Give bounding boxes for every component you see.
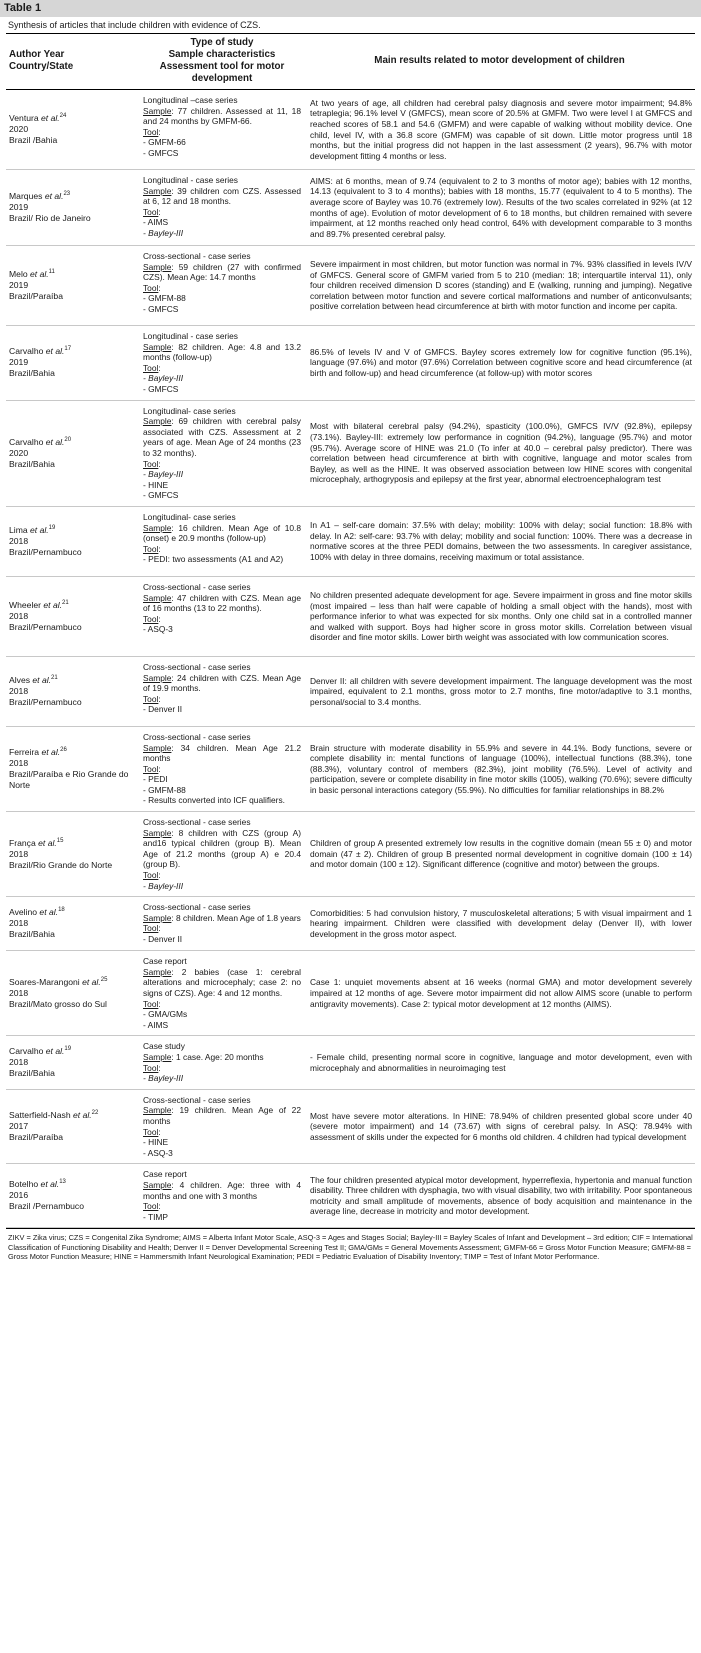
author-cell: [6, 1164, 140, 1228]
tool-label: Tool: [143, 543, 159, 554]
country-state: Brazil/Bahia: [9, 929, 55, 940]
author-cell: [6, 506, 140, 576]
results-cell: Most have severe motor alterations. In HINE: 78.94% of children presented global score under 40 (severe motor impairment) and 14 (73.67) with signs of cerebral palsy. In ASQ: 78.94% with assessment of skills under the expected for 6 months old children. 4 children had typical development: [304, 1089, 695, 1164]
author-name: Carvalho et al.: [9, 1046, 65, 1057]
author-cell: [6, 90, 140, 170]
sample-label: Sample: [143, 592, 172, 603]
table-row: [6, 506, 695, 576]
tool-label: Tool: [143, 1201, 159, 1212]
study-cell: Longitudinal –case series Sample: 77 children. Assessed at 11, 18 and 24 months by GMFM-66. Tool: - GMFM-66 - GMFCS: [140, 90, 304, 170]
sample-description: : 34 children. Mean Age 21.2 months: [143, 742, 301, 764]
sample-label: Sample: [143, 261, 172, 272]
sample-label: Sample: [143, 1051, 172, 1062]
assessment-tool: - Results converted into ICF qualifiers.: [143, 795, 285, 806]
reference-number: 21: [51, 675, 58, 682]
country-state: Brazil/Paraíba e Rio Grande do Norte: [9, 768, 129, 790]
sample-label: Sample: [143, 185, 172, 196]
study-cell: Cross-sectional - case series Sample: 47 children with CZS. Mean age of 16 months (13 to 22 months). Tool: - ASQ-3: [140, 576, 304, 656]
sample-description: : 16 children. Mean Age of 10.8 (onset) e 20.9 months (follow-up): [143, 522, 301, 544]
tool-label: Tool: [143, 458, 159, 469]
tool-label: Tool: [143, 1062, 159, 1073]
author-name: Soares-Marangoni et al.: [9, 976, 101, 987]
tool-label: Tool: [143, 1126, 159, 1137]
country-state: Brazil/Pernambuco: [9, 696, 82, 707]
study-design: Longitudinal - case series: [143, 175, 238, 185]
results-cell: Children of group A presented extremely low results in the cognitive domain (mean 55 ± 0) and motor domain (47 ± 2). Children of group B presented normal development in cognitive domain (100 ± 14) and motor domain (100 ± 12). Significant difference (cognitive and motor) between the groups.: [304, 812, 695, 897]
table-row: [6, 576, 695, 656]
assessment-tool: - GMA/GMs: [143, 1009, 188, 1020]
assessment-tool: - GMFCS: [143, 147, 179, 158]
header-study-line1: Type of study: [190, 37, 254, 48]
assessment-tool: - ASQ-3: [143, 624, 173, 635]
header-results: Main results related to motor development of children: [304, 34, 695, 90]
assessment-tool: - GMFM-88: [143, 293, 186, 304]
synthesis-table: [6, 34, 695, 1228]
tool-label: Tool: [143, 126, 159, 137]
sample-description: : 4 children. Age: three with 4 months and one with 3 months: [143, 1179, 301, 1201]
publication-year: 2020: [9, 447, 29, 458]
author-name: França et al.: [9, 837, 57, 848]
assessment-tool: - Bayley-III: [143, 1073, 184, 1084]
table-row: [6, 90, 695, 170]
assessment-tool: - Bayley-III: [143, 469, 184, 480]
results-cell: Comorbidities: 5 had convulsion history, 7 musculoskeletal alterations; 5 with visual impairment and 1 hearing impairment. Children were classified with development delay (Denver II), with lower development in the gross motor aspect.: [304, 897, 695, 951]
publication-year: 2018: [9, 918, 29, 929]
header-study-line2: Sample characteristics: [168, 49, 276, 60]
results-cell: Case 1: unquiet movements absent at 16 weeks (normal GMA) and motor development severely impaired at 12 months of age. Severe motor impairment did not allow AIMS score (unable to perform antigravity movements). Case 2: typical motor development at 12 months (AIMS).: [304, 951, 695, 1036]
assessment-tool: - PEDI: [143, 774, 168, 785]
country-state: Brazil /Pernambuco: [9, 1201, 84, 1212]
reference-number: 26: [60, 747, 67, 754]
results-cell: AIMS: at 6 months, mean of 9.74 (equivalent to 2 to 3 months of motor age); babies with 12 months, 14.13 (equivalent to 3 to 4 months); babies with 18 months, 15.77 (equivalent to 4 to 5 months). The average score of Bayley was 10.76 (extremely low). Results of the two scales correlated in 92% (at 12 months of age). Evolution of motor development of 6 to 18 months, but children remained with severe impairment, at 12 months reached only head control, 64% with development comparable to 3 months and 89.7% presented cerebral palsy.: [304, 170, 695, 246]
sample-description: : 82 children. Age: 4.8 and 13.2 months (follow-up): [143, 341, 301, 363]
reference-number: 17: [64, 346, 72, 353]
tool-label: Tool: [143, 870, 159, 881]
assessment-tool: - Denver II: [143, 934, 183, 944]
sample-description: : 2 babies (case 1: cerebral alterations and microcephaly; case 2: no signs of CZS). Age: 4 and 12 months.: [143, 966, 301, 998]
reference-number: 20: [64, 436, 72, 443]
table-row: [6, 246, 695, 326]
reference-number: 11: [48, 269, 55, 276]
country-state: Brazil /Bahia: [9, 135, 58, 145]
country-state: Brazil/Bahia: [9, 458, 55, 469]
assessment-tool: - GMFM-88: [143, 784, 186, 795]
tool-label: Tool: [143, 282, 159, 293]
publication-year: 2019: [9, 202, 29, 212]
author-cell: [6, 246, 140, 326]
country-state: Brazil/Mato grosso do Sul: [9, 998, 107, 1009]
study-cell: Longitudinal- case series Sample: 69 children with cerebral palsy associated with CZS. Assessment at 2 years of age. Mean Age of 24 months (23 to 32 months). Tool: - Bayley-III - HINE - GMFCS: [140, 400, 304, 506]
country-state: Brazil/Bahia: [9, 1068, 55, 1079]
author-cell: [6, 1036, 140, 1089]
assessment-tool: - TIMP: [143, 1211, 168, 1222]
table-row: [6, 170, 695, 246]
assessment-tool: - AIMS: [143, 217, 169, 228]
sample-label: Sample: [143, 341, 172, 352]
author-name: Wheeler et al.: [9, 599, 63, 610]
results-cell: In A1 – self-care domain: 37.5% with delay; mobility: 100% with delay; social function: 18.8% with delay. In A2: self-care: 93.7% with delay; mobility and social function: 100%. There was a decrease in normative scores at the three PEDI domains, between the two assessments. In caregiver assistance, 100% with delay in three domains, receiving maximum or total assistance.: [304, 506, 695, 576]
tool-label: Tool: [143, 206, 159, 217]
country-state: Brazil/Pernambuco: [9, 546, 82, 557]
sample-description: : 24 children with CZS. Mean Age of 19.9 months.: [143, 672, 301, 694]
publication-year: 2020: [9, 124, 29, 134]
study-design: Cross-sectional - case series: [143, 817, 251, 828]
sample-label: Sample: [143, 672, 172, 683]
author-cell: [6, 326, 140, 401]
assessment-tool: - Denver II: [143, 704, 183, 715]
author-name: Lima et al.: [9, 524, 49, 535]
author-name: Carvalho et al.: [9, 436, 65, 447]
reference-number: 18: [58, 907, 65, 914]
author-name: Marques et al.: [9, 191, 64, 201]
study-design: Case report: [143, 956, 187, 967]
study-design: Cross-sectional - case series: [143, 731, 251, 742]
reference-number: 21: [62, 600, 69, 607]
assessment-tool: - ASQ-3: [143, 1147, 173, 1158]
results-cell: Severe impairment in most children, but motor function was normal in 7%. 93% classified in levels IV/V of GMFCS. General score of GMFM varied from 5 to 210 (median: 18; interquartile interval 11), only four children received dimension D scores (standing) and E (walking, running and jumping). Negative correlation between motor function and severe cortical malformations and number of anticonvulsants; positive correlation between head circumference at birth with motor function and income per capita.: [304, 246, 695, 326]
author-name: Ferreira et al.: [9, 746, 61, 757]
header-study-line3: Assessment tool for motor development: [159, 61, 285, 84]
author-cell: [6, 400, 140, 506]
study-design: Case study: [143, 1041, 185, 1052]
author-cell: [6, 812, 140, 897]
sample-label: Sample: [143, 416, 172, 427]
table-row: [6, 400, 695, 506]
sample-description: : 1 case. Age: 20 months: [171, 1051, 264, 1062]
author-name: Carvalho et al.: [9, 346, 65, 357]
author-name: Satterfield-Nash et al.: [9, 1110, 92, 1121]
study-design: Longitudinal - case series: [143, 331, 238, 341]
assessment-tool: - Bayley-III: [143, 373, 184, 384]
sample-label: Sample: [143, 105, 172, 116]
assessment-tool: - PEDI: two assessments (A1 and A2): [143, 554, 284, 565]
assessment-tool: - HINE: [143, 479, 169, 490]
country-state: Brazil/Paraíba: [9, 291, 63, 301]
tool-label: Tool: [143, 998, 159, 1009]
publication-year: 2019: [9, 357, 29, 368]
author-name: Avelino et al.: [9, 907, 59, 918]
results-cell: Denver II: all children with severe development impairment. The language development was the most impaired, equivalent to 2.1 months, gross motor to 2.7 months, fine motor/adaptive to 3.1 months, personal/social to 3.4 months.: [304, 656, 695, 726]
assessment-tool: - AIMS: [143, 1019, 169, 1030]
publication-year: 2018: [9, 848, 29, 859]
assessment-tool: - GMFCS: [143, 303, 179, 314]
reference-number: 19: [48, 525, 56, 532]
results-cell: Brain structure with moderate disability in 55.9% and severe in 44.1%. Body functions, severe or complete disability in: mental functions of language (100%), intellectual functions (88.3%), tone (88.3%), voluntary control of members (82.3%), joint mobility (76.5%). Level of activity and participation, severe or complete disability in fine motor skills (1005), walking (70.6%); severe difficulty in basic personal interactions category (55.9%). No difficulties for familiar relationships in 88.2%: [304, 726, 695, 811]
study-design: Cross-sectional - case series: [143, 251, 251, 261]
sample-description: : 59 children (27 with confirmed CZS). Mean Age: 14.7 months: [143, 261, 301, 283]
study-cell: Cross-sectional - case series Sample: 19 children. Mean Age of 22 months Tool: - HINE - ASQ-3: [140, 1089, 304, 1164]
study-design: Cross-sectional - case series: [143, 1094, 251, 1105]
sample-label: Sample: [143, 522, 172, 533]
assessment-tool: - GMFCS: [143, 490, 179, 501]
publication-year: 2016: [9, 1190, 29, 1201]
table-label: Table 1: [0, 0, 701, 17]
sample-description: : 8 children. Mean Age of 1.8 years: [171, 912, 301, 923]
study-cell: Longitudinal - case series Sample: 39 children com CZS. Assessed at 6, 12 and 18 months. Tool: - AIMS - Bayley-III: [140, 170, 304, 246]
study-cell: Case study Sample: 1 case. Age: 20 months Tool: - Bayley-III: [140, 1036, 304, 1089]
study-cell: Cross-sectional - case series Sample: 34 children. Mean Age 21.2 months Tool: - PEDI - GMFM-88 - Results converted into ICF qualifiers.: [140, 726, 304, 811]
publication-year: 2018: [9, 535, 29, 546]
sample-label: Sample: [143, 912, 172, 923]
study-cell: Cross-sectional - case series Sample: 8 children with CZS (group A) and16 typical children (group B). Mean Age of 21.2 months (group A) e 20.4 (group B). Tool: - Bayley-III: [140, 812, 304, 897]
reference-number: 15: [56, 837, 64, 844]
header-author-line1: Author Year: [9, 49, 65, 60]
assessment-tool: - Bayley-III: [143, 880, 184, 891]
tool-label: Tool: [143, 613, 159, 624]
country-state: Brazil/Bahia: [9, 368, 55, 379]
publication-year: 2019: [9, 280, 29, 290]
study-design: Cross-sectional - case series: [143, 902, 251, 913]
table-body: [6, 90, 695, 1228]
results-cell: The four children presented atypical motor development, hyperreflexia, hypertonia and manual function disability. Three children with dysphagia, two with visual disability, two with irritability. Poor spontaneous motricity and small amplitude of movements, absence of body acquisition and maintenance in the average line, decrease in motricity and motor development.: [304, 1164, 695, 1228]
assessment-tool: - GMFM-66: [143, 137, 186, 148]
author-name: Melo et al.: [9, 269, 49, 279]
table-row: [6, 326, 695, 401]
study-cell: Longitudinal- case series Sample: 16 children. Mean Age of 10.8 (onset) e 20.9 months (follow-up) Tool: - PEDI: two assessments (A1 and A2): [140, 506, 304, 576]
header-study: [140, 34, 304, 90]
country-state: Brazil/Rio Grande do Norte: [9, 859, 113, 870]
header-author-line2: Country/State: [9, 61, 74, 72]
study-cell: Case report Sample: 4 children. Age: three with 4 months and one with 3 months Tool: - TIMP: [140, 1164, 304, 1228]
country-state: Brazil/ Rio de Janeiro: [9, 213, 91, 223]
publication-year: 2018: [9, 685, 29, 696]
table-row: [6, 726, 695, 811]
country-state: Brazil/Pernambuco: [9, 621, 82, 632]
sample-label: Sample: [143, 1179, 172, 1190]
table-row: [6, 951, 695, 1036]
study-design: Longitudinal –case series: [143, 95, 238, 105]
sample-description: : 8 children with CZS (group A) and16 typical children (group B). Mean Age of 21.2 months (group A) e 20.4 (group B).: [143, 827, 301, 870]
reference-number: 13: [59, 1179, 66, 1186]
header-author: [6, 34, 140, 90]
publication-year: 2017: [9, 1121, 29, 1132]
study-design: Cross-sectional - case series: [143, 661, 251, 672]
sample-description: : 47 children with CZS. Mean age of 16 months (13 to 22 months).: [143, 592, 301, 614]
results-cell: 86.5% of levels IV and V of GMFCS. Bayley scores extremely low for cognitive function (95.1%), language (97.6%) and motor (97.6%) Correlation between cognitive score and head circumference (at birth and follow-up) and head circumference (at follow-up) with motor scores: [304, 326, 695, 401]
study-design: Longitudinal- case series: [143, 511, 236, 522]
publication-year: 2018: [9, 757, 29, 768]
table-header: [6, 34, 695, 90]
sample-description: : 39 children com CZS. Assessed at 6, 12 and 18 months.: [143, 185, 301, 207]
publication-year: 2018: [9, 1057, 29, 1068]
sample-label: Sample: [143, 966, 172, 977]
assessment-tool: - Bayley-III: [143, 227, 184, 238]
author-cell: [6, 897, 140, 951]
reference-number: 19: [64, 1046, 72, 1053]
study-design: Longitudinal- case series: [143, 405, 236, 416]
table-caption: Synthesis of articles that include children with evidence of CZS.: [6, 17, 695, 34]
assessment-tool: - GMFCS: [143, 383, 179, 394]
reference-number: 24: [59, 113, 67, 120]
sample-label: Sample: [143, 742, 172, 753]
author-cell: [6, 1089, 140, 1164]
author-cell: [6, 170, 140, 246]
assessment-tool: - HINE: [143, 1137, 169, 1148]
country-state: Brazil/Paraíba: [9, 1132, 63, 1143]
tool-label: Tool: [143, 693, 159, 704]
study-cell: Cross-sectional - case series Sample: 59 children (27 with confirmed CZS). Mean Age: 14.7 months Tool: - GMFM-88 - GMFCS: [140, 246, 304, 326]
study-cell: Cross-sectional - case series Sample: 8 children. Mean Age of 1.8 years Tool: - Denver II: [140, 897, 304, 951]
study-design: Cross-sectional - case series: [143, 581, 251, 592]
sample-description: : 19 children. Mean Age of 22 months: [143, 1105, 301, 1126]
table-footnote: ZIKV = Zika virus; CZS = Congenital Zika Syndrome; AIMS = Alberta Infant Motor Scale, ASQ-3 = Ages and Stages Social; Bayley-III = Bayley Scales of Infant and Development – 3rd edition; CIF = International Classification of Functioning Disability and Health; Denver II = Denver Developmental Screening Test II; GMA/GMs = General Movements Assessment; GMFM-66 = Gross Motor Function Measure; GMFM-88 = Gross Motor Function Measure; HINE = Hammersmith Infant Neurological Examination; PEDI = Pediatric Evaluation of Disability Inventory; TIMP = Test of Infant Motor Performance.: [6, 1228, 695, 1261]
publication-year: 2018: [9, 610, 29, 621]
author-cell: [6, 656, 140, 726]
results-cell: Most with bilateral cerebral palsy (94.2%), spasticity (100.0%), GMFCS IV/V (92.8%), epilepsy (73.1%). Bayley-III: extremely low performance in cognition (94.2%), language (95.7%) and motor (95.7%). Average score of HINE was 21.0 (To infer at 40.0 – cerebral palsy predictor). There was correlation between head circumference at birth with cognitive, language and motor scales from Bayley, as well as the HINE. It was observed association between low HINE scores with congenital microcephaly, arthogryposis and epilepsy at the first year, abnormal electroencephalogram test: [304, 400, 695, 506]
sample-label: Sample: [143, 827, 172, 838]
author-cell: [6, 576, 140, 656]
table-row: [6, 897, 695, 951]
tool-label: Tool: [143, 763, 159, 774]
table-row: [6, 1089, 695, 1164]
sample-description: : 77 children. Assessed at 11, 18 and 24 months by GMFM-66.: [143, 105, 301, 127]
table-row: [6, 812, 695, 897]
author-cell: [6, 726, 140, 811]
reference-number: 22: [91, 1110, 99, 1117]
results-cell: No children presented adequate development for age. Severe impairment in gross and fine motor skills (most impaired – less than half were capable of holding a small object with the hands), most with performance inferior to what was expected for six months. Only one child sat in a controlled manner and walked with support. Boys had higher score in gross motor skills. Correlation between visual disorder and fine motor skills. Lower birth weight was associated with low communication scores.: [304, 576, 695, 656]
table-row: [6, 1036, 695, 1089]
tool-label: Tool: [143, 362, 159, 373]
author-name: Botelho et al.: [9, 1179, 60, 1190]
reference-number: 23: [63, 191, 71, 198]
study-cell: Cross-sectional - case series Sample: 24 children with CZS. Mean Age of 19.9 months. Tool: - Denver II: [140, 656, 304, 726]
results-cell: - Female child, presenting normal score in cognitive, language and motor development, even with microcephaly and abnormalities in neuroimaging test: [304, 1036, 695, 1089]
publication-year: 2018: [9, 987, 29, 998]
tool-label: Tool: [143, 923, 159, 934]
study-cell: Case report Sample: 2 babies (case 1: cerebral alterations and microcephaly; case 2: no signs of CZS). Age: 4 and 12 months. Tool: - GMA/GMs - AIMS: [140, 951, 304, 1036]
author-cell: [6, 951, 140, 1036]
reference-number: 25: [100, 976, 108, 983]
table-row: [6, 656, 695, 726]
author-name: Ventura et al.: [9, 113, 60, 123]
sample-description: : 69 children with cerebral palsy associated with CZS. Assessment at 2 years of age. Mean Age of 24 months (23 to 32 months).: [143, 416, 301, 458]
author-name: Alves et al.: [9, 674, 52, 685]
study-design: Case report: [143, 1169, 187, 1180]
table-row: [6, 1164, 695, 1228]
study-cell: Longitudinal - case series Sample: 82 children. Age: 4.8 and 13.2 months (follow-up) Tool: - Bayley-III - GMFCS: [140, 326, 304, 401]
sample-label: Sample: [143, 1105, 172, 1116]
results-cell: At two years of age, all children had cerebral palsy diagnosis and severe motor impairment; 94.8% tetraplegia; 96.1% level V (GMFCS), mean score of 20.5% at GMFM. Two were level I at GMFCS and reached scores of 58.1 and 54.6 (GMFM) and were capable of walking without mobility device. One child, level IV, with a 36.8 score (GMFM) was capable of sit down. Little motor progress until 18 months, but the initial progress did not happen in the last assessment (2 years), 96.7% with motor development fitting 4 months or less.: [304, 90, 695, 170]
